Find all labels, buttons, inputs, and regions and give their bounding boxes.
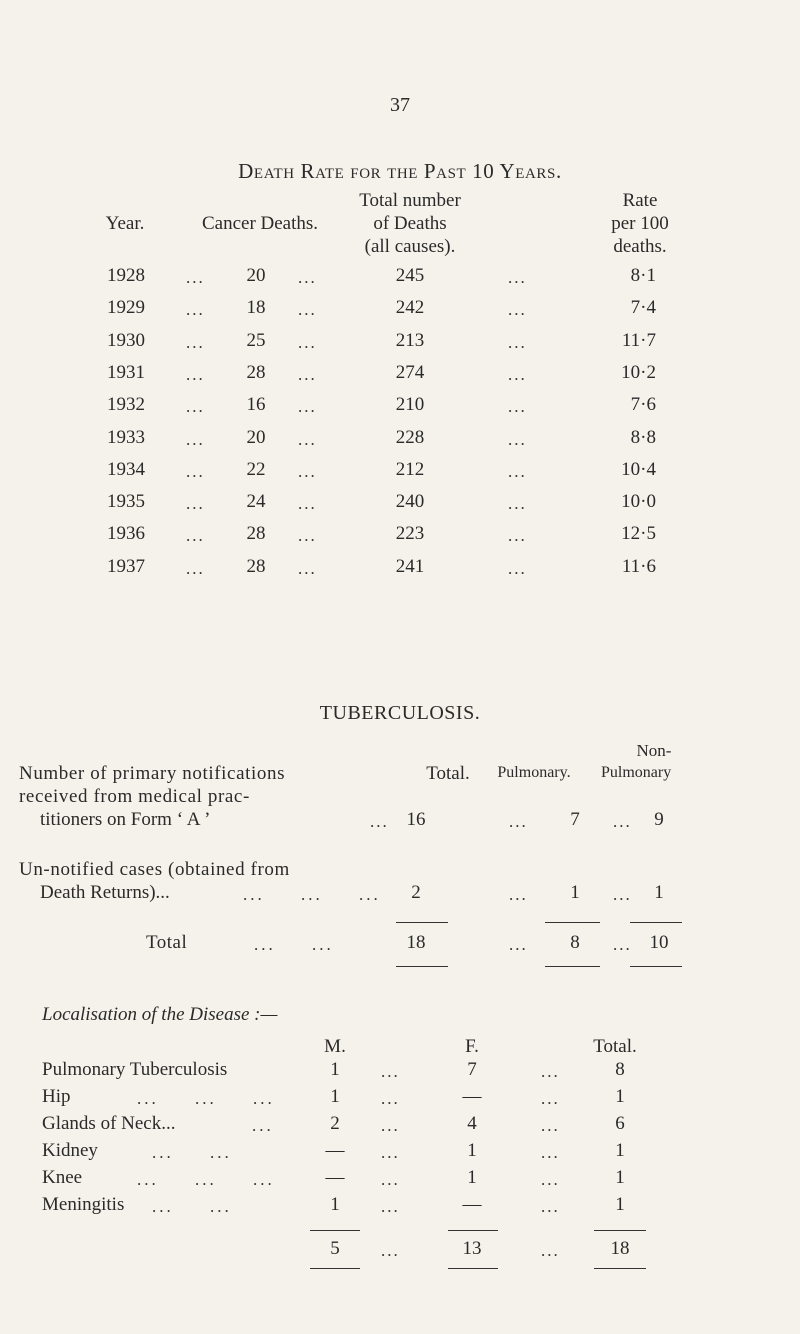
leader-dots: ... [613, 935, 632, 954]
death-row-cancer: 18 [246, 297, 266, 318]
leader-dots: ... [509, 812, 528, 831]
leader-dots: ... ... ... [137, 1089, 275, 1108]
leader-dots: ... [508, 268, 527, 287]
leader-dots: ... [381, 1170, 400, 1189]
leader-dots: ... [186, 397, 205, 416]
tb-unnotified-total: 2 [411, 882, 421, 903]
loc-row-f: 4 [467, 1113, 477, 1134]
death-row-rate: 7·4 [630, 297, 656, 318]
leader-dots: ... [298, 462, 317, 481]
loc-row-site: Kidney [42, 1140, 98, 1161]
death-row-rate: 10·4 [621, 459, 656, 480]
tb-notified-label-line2: received from medical prac- [19, 786, 250, 807]
leader-dots: ... [298, 365, 317, 384]
death-row-rate: 10·0 [621, 491, 656, 512]
leader-dots: ... [381, 1062, 400, 1081]
loc-row-total: 1 [615, 1167, 625, 1188]
leader-dots: ... [381, 1197, 400, 1216]
tb-notified-label-line3: titioners on Form ‘ A ’ [40, 809, 211, 830]
rule [545, 922, 600, 923]
death-row-total: 223 [395, 523, 425, 544]
tb-unnotified-pulmonary: 1 [570, 882, 580, 903]
death-row-rate: 7·6 [630, 394, 656, 415]
leader-dots: ... ... [152, 1197, 232, 1216]
rule [310, 1230, 360, 1231]
loc-row-site: Meningitis [42, 1194, 125, 1215]
leader-dots: ... [508, 526, 527, 545]
tuberculosis-title: TUBERCULOSIS. [319, 702, 481, 724]
leader-dots: ... [541, 1170, 560, 1189]
tb-unnotified-label-line1: Un-notified cases (obtained from [19, 859, 290, 880]
leader-dots: ... [541, 1241, 560, 1260]
leader-dots: ... [508, 559, 527, 578]
leader-dots: ... ... ... [137, 1170, 275, 1189]
leader-dots: ... [186, 526, 205, 545]
death-row-total: 242 [395, 297, 425, 318]
loc-row-total: 1 [615, 1086, 625, 1107]
tb-header-total: Total. [426, 763, 470, 784]
death-row-total: 241 [395, 556, 425, 577]
rule [545, 966, 600, 967]
loc-header-f: F. [465, 1036, 479, 1057]
death-row-total: 213 [395, 330, 425, 351]
loc-row-m: 1 [330, 1059, 340, 1080]
death-row-cancer: 24 [246, 491, 266, 512]
death-row-cancer: 20 [246, 427, 266, 448]
tb-header-non-line2: Pulmonary [601, 764, 672, 781]
leader-dots: ... [508, 462, 527, 481]
tb-total-pulmonary: 8 [570, 932, 580, 953]
leader-dots: ... [186, 268, 205, 287]
loc-row-f: — [462, 1194, 482, 1215]
leader-dots: ... [298, 397, 317, 416]
death-row-cancer: 28 [246, 556, 266, 577]
header-cancer-deaths: Cancer Deaths. [201, 213, 319, 234]
death-row-year: 1935 [107, 491, 145, 512]
death-row-year: 1928 [107, 265, 145, 286]
tb-header-pulmonary: Pulmonary. [497, 764, 571, 781]
loc-row-m: 2 [330, 1113, 340, 1134]
death-row-total: 274 [395, 362, 425, 383]
rule [310, 1268, 360, 1269]
loc-total-m: 5 [330, 1238, 340, 1259]
leader-dots: ... [186, 365, 205, 384]
loc-row-site: Knee [42, 1167, 83, 1188]
loc-row-m: — [325, 1167, 345, 1188]
loc-row-site: Pulmonary Tuberculosis [42, 1059, 228, 1080]
leader-dots: ... [541, 1089, 560, 1108]
death-row-cancer: 16 [246, 394, 266, 415]
leader-dots: ... [186, 333, 205, 352]
loc-row-total: 8 [615, 1059, 625, 1080]
tb-total-total: 18 [406, 932, 426, 953]
rule [594, 1268, 646, 1269]
death-row-cancer: 28 [246, 523, 266, 544]
leader-dots: ... [381, 1241, 400, 1260]
death-row-year: 1931 [107, 362, 145, 383]
leader-dots: ... [186, 494, 205, 513]
leader-dots: ... [370, 812, 389, 831]
tb-notified-label-line1: Number of primary notifications [19, 763, 286, 784]
leader-dots: ... [508, 430, 527, 449]
leader-dots: ... [298, 430, 317, 449]
leader-dots: ... [541, 1197, 560, 1216]
tb-notified-pulmonary: 7 [570, 809, 580, 830]
leader-dots: ... ... [254, 935, 334, 954]
leader-dots: ... [298, 559, 317, 578]
leader-dots: ... [298, 526, 317, 545]
loc-row-m: — [325, 1140, 345, 1161]
death-row-total: 245 [395, 265, 425, 286]
leader-dots: ... [613, 812, 632, 831]
leader-dots: ... [509, 885, 528, 904]
loc-total-f: 13 [462, 1238, 482, 1259]
leader-dots: ... [298, 333, 317, 352]
loc-row-f: 1 [467, 1140, 477, 1161]
death-row-rate: 11·7 [621, 330, 656, 351]
leader-dots: ... [186, 559, 205, 578]
death-row-total: 212 [395, 459, 425, 480]
rule [396, 922, 448, 923]
death-row-year: 1930 [107, 330, 145, 351]
tb-unnotified-label-line2: Death Returns)... [40, 882, 170, 903]
death-row-year: 1936 [107, 523, 145, 544]
leader-dots: ... [613, 885, 632, 904]
death-row-rate: 10·2 [621, 362, 656, 383]
header-rate-line3: deaths. [613, 236, 667, 257]
leader-dots: ... [381, 1089, 400, 1108]
leader-dots: ... [186, 430, 205, 449]
header-rate-line2: per 100 [611, 213, 669, 234]
leader-dots: ... [381, 1116, 400, 1135]
rule [448, 1268, 498, 1269]
death-row-rate: 11·6 [621, 556, 656, 577]
death-row-total: 240 [395, 491, 425, 512]
header-total-line3: (all causes). [364, 236, 456, 257]
tb-header-non-line1: Non- [636, 741, 672, 760]
loc-row-f: 7 [467, 1059, 477, 1080]
death-row-total: 210 [395, 394, 425, 415]
page-number: 37 [390, 94, 410, 116]
death-row-cancer: 25 [246, 330, 266, 351]
tb-total-label: Total [146, 932, 188, 953]
leader-dots: ... [252, 1116, 274, 1135]
leader-dots: ... [298, 268, 317, 287]
loc-header-m: M. [324, 1036, 346, 1057]
death-row-year: 1929 [107, 297, 145, 318]
header-total-line1: Total number [359, 190, 461, 211]
death-row-cancer: 22 [246, 459, 266, 480]
loc-row-site: Hip [42, 1086, 71, 1107]
death-row-year: 1937 [107, 556, 145, 577]
death-row-year: 1934 [107, 459, 145, 480]
death-row-rate: 8·8 [630, 427, 656, 448]
tb-unnotified-non-pulmonary: 1 [654, 882, 664, 903]
leader-dots: ... [541, 1062, 560, 1081]
leader-dots: ... [298, 494, 317, 513]
loc-row-f: — [462, 1086, 482, 1107]
leader-dots: ... [186, 462, 205, 481]
leader-dots: ... ... ... [243, 885, 381, 904]
loc-row-m: 1 [330, 1086, 340, 1107]
loc-row-site: Glands of Neck... [42, 1113, 176, 1134]
loc-row-m: 1 [330, 1194, 340, 1215]
leader-dots: ... [508, 300, 527, 319]
rule [630, 966, 682, 967]
leader-dots: ... [509, 935, 528, 954]
loc-row-f: 1 [467, 1167, 477, 1188]
death-row-rate: 8·1 [630, 265, 656, 286]
loc-row-total: 1 [615, 1194, 625, 1215]
death-row-cancer: 28 [246, 362, 266, 383]
header-year: Year. [105, 213, 145, 234]
header-rate-line1: Rate [622, 190, 658, 211]
leader-dots: ... ... [152, 1143, 232, 1162]
rule [396, 966, 448, 967]
leader-dots: ... [186, 300, 205, 319]
leader-dots: ... [508, 397, 527, 416]
death-row-cancer: 20 [246, 265, 266, 286]
tb-notified-total: 16 [406, 809, 426, 830]
rule [448, 1230, 498, 1231]
leader-dots: ... [541, 1143, 560, 1162]
rule [594, 1230, 646, 1231]
tb-total-non-pulmonary: 10 [649, 932, 669, 953]
leader-dots: ... [541, 1116, 560, 1135]
death-row-year: 1932 [107, 394, 145, 415]
page-title: Death Rate for the Past 10 Years. [238, 159, 562, 183]
tb-notified-non-pulmonary: 9 [654, 809, 664, 830]
loc-row-total: 6 [615, 1113, 625, 1134]
death-row-total: 228 [395, 427, 425, 448]
leader-dots: ... [508, 494, 527, 513]
loc-header-total: Total. [593, 1036, 637, 1057]
header-total-line2: of Deaths [373, 213, 447, 234]
loc-row-total: 1 [615, 1140, 625, 1161]
death-row-rate: 12·5 [621, 523, 656, 544]
rule [630, 922, 682, 923]
death-row-year: 1933 [107, 427, 145, 448]
localisation-heading: Localisation of the Disease :— [42, 1004, 278, 1025]
loc-total-total: 18 [610, 1238, 630, 1259]
leader-dots: ... [381, 1143, 400, 1162]
leader-dots: ... [508, 365, 527, 384]
leader-dots: ... [298, 300, 317, 319]
leader-dots: ... [508, 333, 527, 352]
